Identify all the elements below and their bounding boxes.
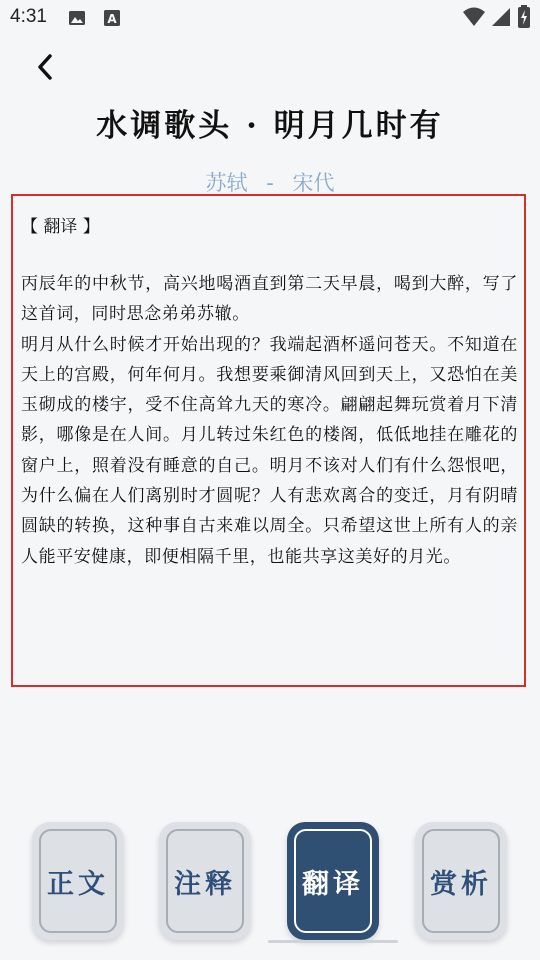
home-indicator[interactable] [268, 940, 398, 943]
poem-meta [0, 167, 540, 197]
meta-separator: - [266, 171, 274, 195]
svg-text:A: A [107, 12, 117, 26]
image-icon [68, 9, 86, 31]
translation-panel [11, 194, 526, 687]
wifi-icon [462, 6, 486, 32]
dynasty-label: 宋代 [292, 171, 335, 195]
tab-label: 正文 [39, 829, 117, 933]
tab-appreciation[interactable] [415, 822, 507, 940]
signal-icon [490, 6, 512, 32]
text-a-icon [103, 9, 121, 31]
tab-label: 赏析 [422, 829, 500, 933]
back-button[interactable] [32, 50, 62, 84]
section-label: 【 翻译 】 [21, 217, 100, 237]
tab-main-text[interactable] [32, 822, 124, 940]
tab-notes[interactable] [159, 822, 251, 940]
translation-text: 丙辰年的中秋节，高兴地喝酒直到第二天早晨，喝到大醉，写了这首词，同时思念弟弟苏辙。 明月从什么时候才开始出现的？我端起酒杯遥问苍天。不知道在天上的宫殿，何年何月。我想要乘御清风回到天上，又恐怕在美玉砌成的楼宇，受不住高耸九天的寒冷。翩翩起舞玩赏着月下清影，哪像是在人间。月儿转过朱红色的楼阁，低低地挂在雕花的窗户上，照着没有睡意的自己。明月不该对人们有什么怨恨吧，为什么偏在人们离别时才圆呢？人有悲欢离合的变迁，月有阴晴圆缺的转换，这种事自古来难以周全。只希望这世上所有人的亲人能平安健康，即便相隔千里，也能共享这美好的月光。 [21, 274, 518, 567]
tab-label: 翻译 [294, 829, 372, 933]
status-bar [0, 0, 540, 36]
bottom-tabs [0, 822, 540, 942]
status-time: 4:31 [10, 6, 47, 27]
poem-title: 水调歌头 · 明月几时有 [96, 108, 444, 144]
tab-label: 注释 [166, 829, 244, 933]
chevron-left-icon [32, 69, 62, 88]
battery-charging-icon [518, 5, 530, 33]
tab-translation[interactable] [287, 822, 379, 940]
author-label[interactable]: 苏轼 [205, 171, 248, 195]
